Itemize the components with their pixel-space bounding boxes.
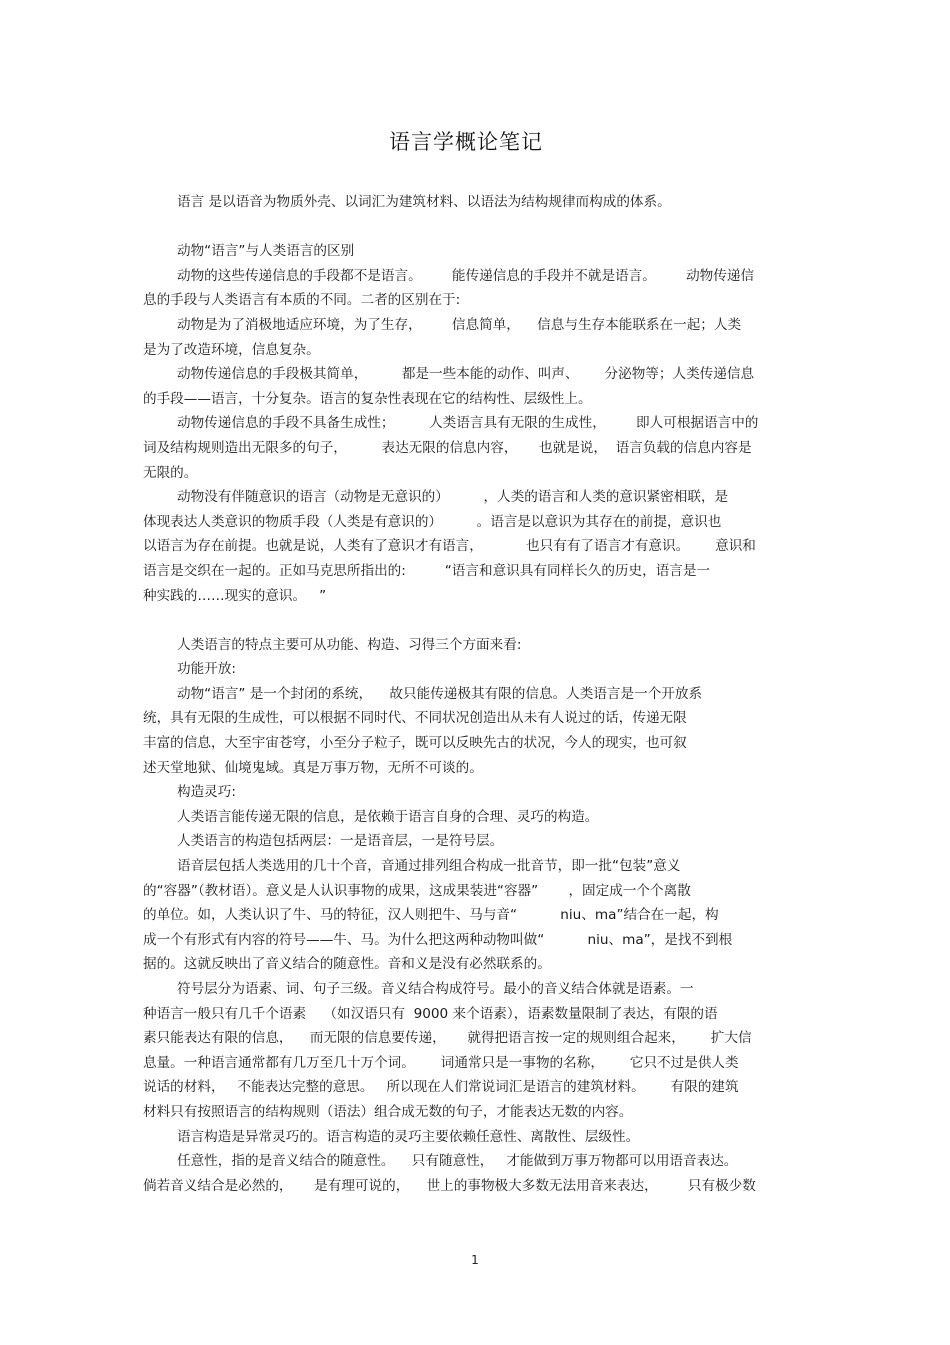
text-line: 种语言一般只有几千个语素 （如汉语只有 9000 来个语素），语素数量限制了表达，有限的语: [143, 1005, 718, 1022]
text-line: 词及结构规则造出无限多的句子， 表达无限的信息内容， 也就是说， 语言负载的信息内容是: [143, 439, 752, 456]
text-line: 以语言为存在前提。也就是说，人类有了意识才有语言， 也只有有了语言才有意识。 意识和: [143, 538, 756, 555]
text-line: 人类语言的构造包括两层：一是语音层，一是符号层。: [177, 833, 504, 850]
text-line: 动物传递信息的手段极其简单， 都是一些本能的动作、叫声、 分泌物等；人类传递信息: [177, 366, 755, 383]
text-line: 功能开放:: [177, 661, 236, 678]
text-line: 动物传递信息的手段不具备生成性； 人类语言具有无限的生成性， 即人可根据语言中的: [177, 415, 759, 432]
text-line: 任意性，指的是音义结合的随意性。 只有随意性， 才能做到万事万物都可以用语音表达。: [177, 1153, 738, 1170]
text-line: 符号层分为语素、词、句子三级。音义结合构成符号。最小的音义结合体就是语素。一: [177, 981, 694, 997]
document-title: 语言学概论笔记: [389, 130, 543, 154]
text-line: 种实践的……现实的意识。 ”: [143, 587, 327, 604]
text-line: 语音层包括人类选用的几十个音，音通过排列组合构成一批音节，即一批“包装”意义: [177, 858, 681, 875]
text-line: 语言 是以语音为物质外壳、以词汇为建筑材料、以语法为结构规律而构成的体系。: [177, 194, 671, 210]
text-line: 说话的材料， 不能表达完整的意思。 所以现在人们常说词汇是语言的建筑材料。 有限的建筑: [143, 1079, 739, 1096]
text-line: 构造灵巧:: [177, 784, 236, 801]
text-line: 语言构造是异常灵巧的。语言构造的灵巧主要依赖任意性、离散性、层级性。: [177, 1128, 640, 1145]
text-line: 材料只有按照语言的结构规则（语法）组合成无数的句子，才能表达无数的内容。: [143, 1103, 633, 1120]
text-line: 息量。一种语言通常都有几万至几十万个词。 词通常只是一事物的名称， 它只不过是供人类: [143, 1054, 739, 1071]
blank-line: [143, 215, 808, 240]
text-line: 无限的。: [143, 464, 198, 481]
text-line: 的单位。如，人类认识了牛、马的特征，汉人则把牛、马与音“ niu、ma”结合在一起，构: [143, 907, 719, 924]
text-line: 人类语言能传递无限的信息，是依赖于语言自身的合理、灵巧的构造。: [177, 808, 599, 825]
text-line: 述天堂地狱、仙境鬼域。真是万事万物，无所不可谈的。: [143, 759, 483, 776]
document-body: [143, 190, 808, 1198]
text-line: 语言是交织在一起的。正如马克思所指出的: “语言和意识具有同样长久的历史，语言是一: [143, 562, 711, 579]
text-line: 动物是为了消极地适应环境，为了生存， 信息简单， 信息与生存本能联系在一起；人类: [177, 316, 742, 333]
text-line: 动物没有伴随意识的语言（动物是无意识的） ，人类的语言和人类的意识紧密相联，是: [177, 489, 729, 506]
text-line: 据的。这就反映出了音义结合的随意性。音和义是没有必然联系的。: [143, 956, 551, 973]
text-line: 动物的这些传递信息的手段都不是语言。 能传递信息的手段并不就是语言。 动物传递信: [177, 267, 755, 284]
text-line: 是为了改造环境，信息复杂。: [143, 341, 320, 358]
text-line: 动物“语言”与人类语言的区别: [177, 243, 355, 260]
blank-line: [143, 608, 808, 633]
text-line: 丰富的信息，大至宇宙苍穹，小至分子粒子，既可以反映先古的状况，今人的现实，也可叙: [143, 735, 687, 752]
text-line: 统，具有无限的生成性，可以根据不同时代、不同状况创造出从未有人说过的话，传递无限: [143, 710, 687, 727]
text-line: 素只能表达有限的信息， 而无限的信息要传递， 就得把语言按一定的规则组合起来， 扩大信: [143, 1030, 752, 1047]
text-line: 成一个有形式有内容的符号——牛、马。为什么把这两种动物叫做“ niu、ma”，是找不到根: [143, 931, 733, 948]
text-line: 的“容器”（教材语）。意义是人认识事物的成果，这成果装进“容器” ，固定成一个个离散: [143, 882, 691, 899]
text-line: 倘若音义结合是必然的， 是有理可说的， 世上的事物极大多数无法用音来表达， 只有极少数: [143, 1177, 756, 1194]
text-line: 动物“语言” 是一个封闭的系统， 故只能传递极其有限的信息。人类语言是一个开放系: [177, 685, 703, 702]
text-line: 息的手段与人类语言有本质的不同。二者的区别在于:: [143, 292, 461, 309]
text-line: 人类语言的特点主要可从功能、构造、习得三个方面来看:: [177, 636, 522, 653]
page-number: 1: [471, 1253, 479, 1267]
text-line: 的手段——语言，十分复杂。语言的复杂性表现在它的结构性、层级性上。: [143, 390, 592, 407]
text-line: 体现表达人类意识的物质手段（人类是有意识的） 。语言是以意识为其存在的前提，意识也: [143, 513, 722, 530]
